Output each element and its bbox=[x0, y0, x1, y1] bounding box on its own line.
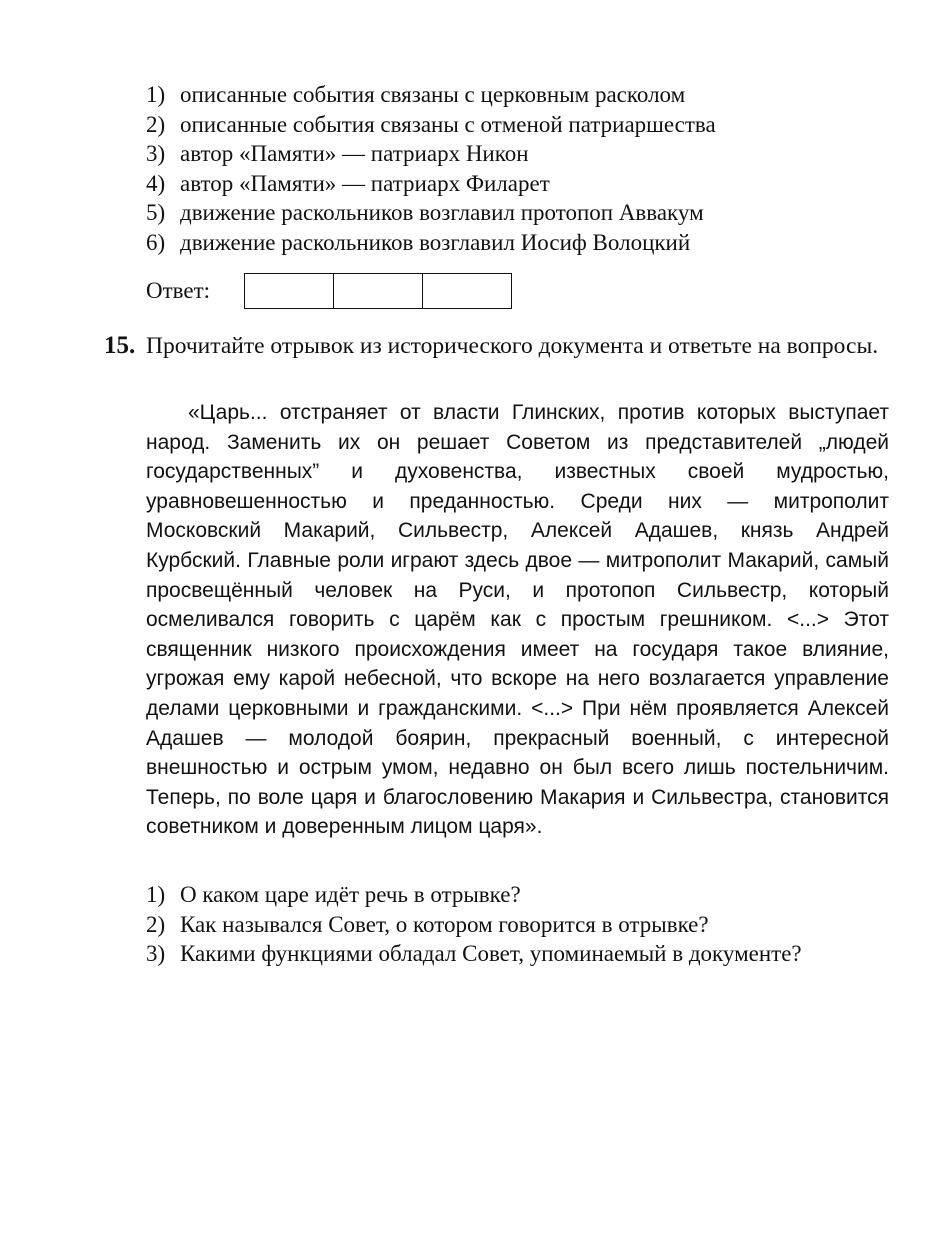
answer-label: Ответ: bbox=[146, 278, 211, 303]
option-5 bbox=[146, 198, 866, 228]
sub-question-3 bbox=[146, 939, 886, 969]
sub-question-number: 1) bbox=[146, 882, 166, 907]
sub-question-text: Какими функциями обладал Совет, упоминаемый в документе? bbox=[180, 941, 802, 967]
question-title: Прочитайте отрывок из исторического документа и ответьте на вопросы. bbox=[146, 333, 879, 359]
option-2 bbox=[146, 110, 866, 140]
sub-question-number: 3) bbox=[146, 941, 166, 967]
option-1 bbox=[146, 80, 866, 110]
answer-row bbox=[146, 272, 512, 310]
option-number: 1) bbox=[146, 82, 166, 107]
answer-options-list bbox=[146, 80, 866, 258]
option-number: 2) bbox=[146, 111, 166, 137]
sub-questions-list bbox=[146, 880, 886, 969]
option-4 bbox=[146, 169, 866, 199]
sub-question-text: Как назывался Совет, о котором говорится в отрывке? bbox=[180, 911, 709, 937]
sub-question-text: О каком царе идёт речь в отрывке? bbox=[180, 882, 521, 907]
option-text: автор «Памяти» — патриарх Никон bbox=[180, 141, 529, 167]
answer-boxes bbox=[244, 273, 512, 309]
option-text: движение раскольников возглавил Иосиф Волоцкий bbox=[180, 229, 691, 255]
sub-question-2 bbox=[146, 910, 886, 940]
sub-question-1 bbox=[146, 880, 886, 910]
option-number: 5) bbox=[146, 200, 166, 226]
answer-box-1[interactable] bbox=[245, 274, 334, 308]
option-number: 4) bbox=[146, 170, 166, 196]
document-excerpt: «Царь... отстраняет от власти Глинских, против которых выступает народ. Заменить их он решает Советом из представителей „людей государственных” и духовенства, известных своей мудростью, уравновешенностью и преданностью. Среди них — митрополит Московский Макарий, Сильвестр, Алексей Адашев, князь Андрей Курбский. Главные роли играют здесь двое — митрополит Макарий, самый просвещённый человек на Руси, и протопоп Сильвестр, который осмеливался говорить с царём как с простым грешником. <...> Этот священник низкого происхождения имеет на государя такое влияние, угрожая ему карой небесной, что вскоре на него возлагается управление делами церковными и гражданскими. <...> При нём проявляется Алексей Адашев — молодой боярин, прекрасный военный, с интересной внешностью и острым умом, недавно он был всего лишь постельничим. Теперь, по воле царя и благословению Макария и Сильвестра, становится советником и доверенным лицом царя». bbox=[146, 401, 889, 839]
option-6 bbox=[146, 228, 866, 258]
option-text: автор «Памяти» — патриарх Филарет bbox=[180, 170, 550, 196]
option-number: 6) bbox=[146, 229, 166, 255]
option-text: описанные события связаны с церковным расколом bbox=[180, 82, 686, 107]
answer-box-2[interactable] bbox=[334, 274, 423, 308]
option-text: движение раскольников возглавил протопоп Аввакум bbox=[180, 200, 704, 226]
answer-box-3[interactable] bbox=[423, 274, 511, 308]
option-number: 3) bbox=[146, 141, 166, 167]
option-3 bbox=[146, 139, 866, 169]
option-text: описанные события связаны с отменой патриаршества bbox=[180, 111, 716, 137]
question-number: 15. bbox=[104, 332, 136, 359]
sub-question-number: 2) bbox=[146, 911, 166, 937]
